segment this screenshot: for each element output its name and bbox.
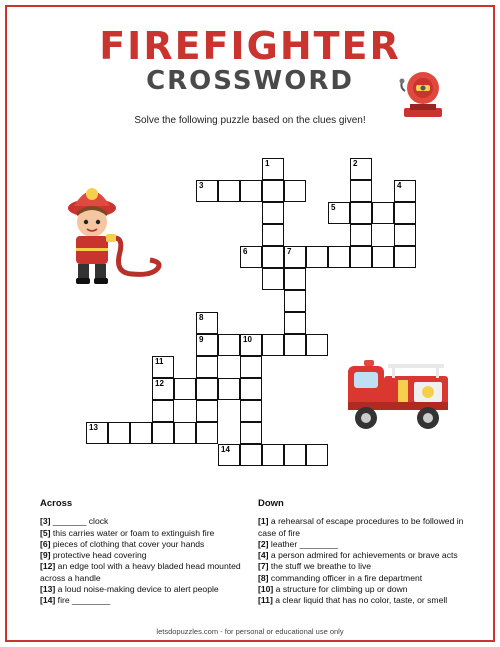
clue-number: 11 — [155, 357, 164, 366]
crossword-cell[interactable] — [130, 422, 152, 444]
clue-number: 2 — [353, 159, 358, 168]
down-clue: [11] a clear liquid that has no color, taste, or smell — [258, 595, 448, 606]
crossword-cell[interactable] — [262, 180, 284, 202]
page-subtitle: CROSSWORD — [146, 66, 354, 96]
crossword-cell[interactable] — [262, 334, 284, 356]
crossword-cell[interactable] — [240, 180, 262, 202]
clue-number: 7 — [287, 247, 292, 256]
crossword-cell[interactable] — [284, 444, 306, 466]
crossword-cell[interactable] — [394, 180, 416, 202]
crossword-cell[interactable] — [284, 334, 306, 356]
crossword-cell[interactable] — [240, 334, 262, 356]
crossword-cell[interactable] — [350, 180, 372, 202]
down-clues — [258, 498, 468, 607]
crossword-cell[interactable] — [152, 400, 174, 422]
across-clue: [12] an edge tool with a heavy bladed head mounted across a handle — [40, 561, 241, 583]
crossword-cell[interactable] — [86, 422, 108, 444]
down-clue: [4] a person admired for achievements or brave acts — [258, 550, 458, 561]
page-title: FIREFIGHTER — [99, 24, 401, 68]
crossword-cell[interactable] — [350, 246, 372, 268]
instructions: Solve the following puzzle based on the clues given! — [134, 115, 366, 126]
crossword-cell[interactable] — [306, 334, 328, 356]
crossword-cell[interactable] — [350, 202, 372, 224]
crossword-cell[interactable] — [372, 246, 394, 268]
down-clue: [10] a structure for climbing up or down — [258, 584, 408, 595]
across-clue: [9] protective head covering — [40, 550, 147, 561]
down-clue: [1] a rehearsal of escape procedures to be followed in case of fire — [258, 516, 464, 538]
crossword-cell[interactable] — [350, 158, 372, 180]
crossword-cell[interactable] — [306, 444, 328, 466]
crossword-cell[interactable] — [284, 246, 306, 268]
crossword-cell[interactable] — [262, 444, 284, 466]
crossword-cell[interactable] — [196, 378, 218, 400]
crossword-cell[interactable] — [152, 356, 174, 378]
crossword-cell[interactable] — [350, 224, 372, 246]
crossword-cell[interactable] — [394, 246, 416, 268]
crossword-cell[interactable] — [262, 158, 284, 180]
down-heading: Down — [258, 498, 284, 509]
across-clue: [13] a loud noise-making device to alert people — [40, 584, 219, 595]
clue-number: 12 — [155, 379, 164, 388]
crossword-cell[interactable] — [196, 422, 218, 444]
crossword-cell[interactable] — [196, 180, 218, 202]
across-clue: [6] pieces of clothing that cover your hands — [40, 538, 205, 549]
clue-number: 10 — [243, 335, 252, 344]
crossword-cell[interactable] — [174, 422, 196, 444]
across-clue: [14] fire ________ — [40, 595, 111, 606]
crossword-cell[interactable] — [284, 290, 306, 312]
crossword-cell[interactable] — [152, 422, 174, 444]
crossword-cell[interactable] — [284, 180, 306, 202]
clue-number: 4 — [397, 181, 402, 190]
crossword-cell[interactable] — [196, 312, 218, 334]
crossword-cell[interactable] — [284, 312, 306, 334]
clue-number: 13 — [89, 423, 98, 432]
crossword-cell[interactable] — [306, 246, 328, 268]
down-clue: [7] the stuff we breathe to live — [258, 561, 372, 572]
crossword-cell[interactable] — [240, 378, 262, 400]
crossword-cell[interactable] — [328, 202, 350, 224]
crossword-cell[interactable] — [262, 268, 284, 290]
clue-number: 3 — [199, 181, 204, 190]
crossword-cell[interactable] — [328, 246, 350, 268]
crossword-cell[interactable] — [262, 202, 284, 224]
crossword-cell[interactable] — [284, 268, 306, 290]
crossword-cell[interactable] — [218, 334, 240, 356]
crossword-cell[interactable] — [262, 224, 284, 246]
crossword-cell[interactable] — [218, 444, 240, 466]
crossword-cell[interactable] — [108, 422, 130, 444]
crossword-cell[interactable] — [394, 224, 416, 246]
across-clue: [3] _______ clock — [40, 516, 109, 527]
crossword-cell[interactable] — [394, 202, 416, 224]
crossword-cell[interactable] — [174, 378, 196, 400]
clue-number: 1 — [265, 159, 270, 168]
clue-number: 5 — [331, 203, 336, 212]
clue-number: 8 — [199, 313, 204, 322]
footer-note: letsdopuzzles.com - for personal or educational use only — [156, 627, 344, 636]
across-clue: [5] this carries water or foam to extinguish fire — [40, 527, 215, 538]
clue-number: 14 — [221, 445, 230, 454]
crossword-cell[interactable] — [218, 180, 240, 202]
crossword-cell[interactable] — [262, 246, 284, 268]
across-heading: Across — [40, 498, 73, 509]
clue-number: 9 — [199, 335, 204, 344]
crossword-cell[interactable] — [218, 378, 240, 400]
down-clue: [8] commanding officer in a fire department — [258, 572, 423, 583]
crossword-cell[interactable] — [240, 356, 262, 378]
crossword-cell[interactable] — [196, 400, 218, 422]
crossword-cell[interactable] — [196, 356, 218, 378]
across-clues — [40, 498, 252, 607]
crossword-cell[interactable] — [240, 400, 262, 422]
crossword-cell[interactable] — [240, 246, 262, 268]
crossword-cell[interactable] — [152, 378, 174, 400]
down-clue: [2] leather ________ — [258, 538, 338, 549]
clue-number: 6 — [243, 247, 248, 256]
crossword-cell[interactable] — [372, 202, 394, 224]
crossword-cell[interactable] — [196, 334, 218, 356]
crossword-cell[interactable] — [240, 444, 262, 466]
crossword-cell[interactable] — [240, 422, 262, 444]
